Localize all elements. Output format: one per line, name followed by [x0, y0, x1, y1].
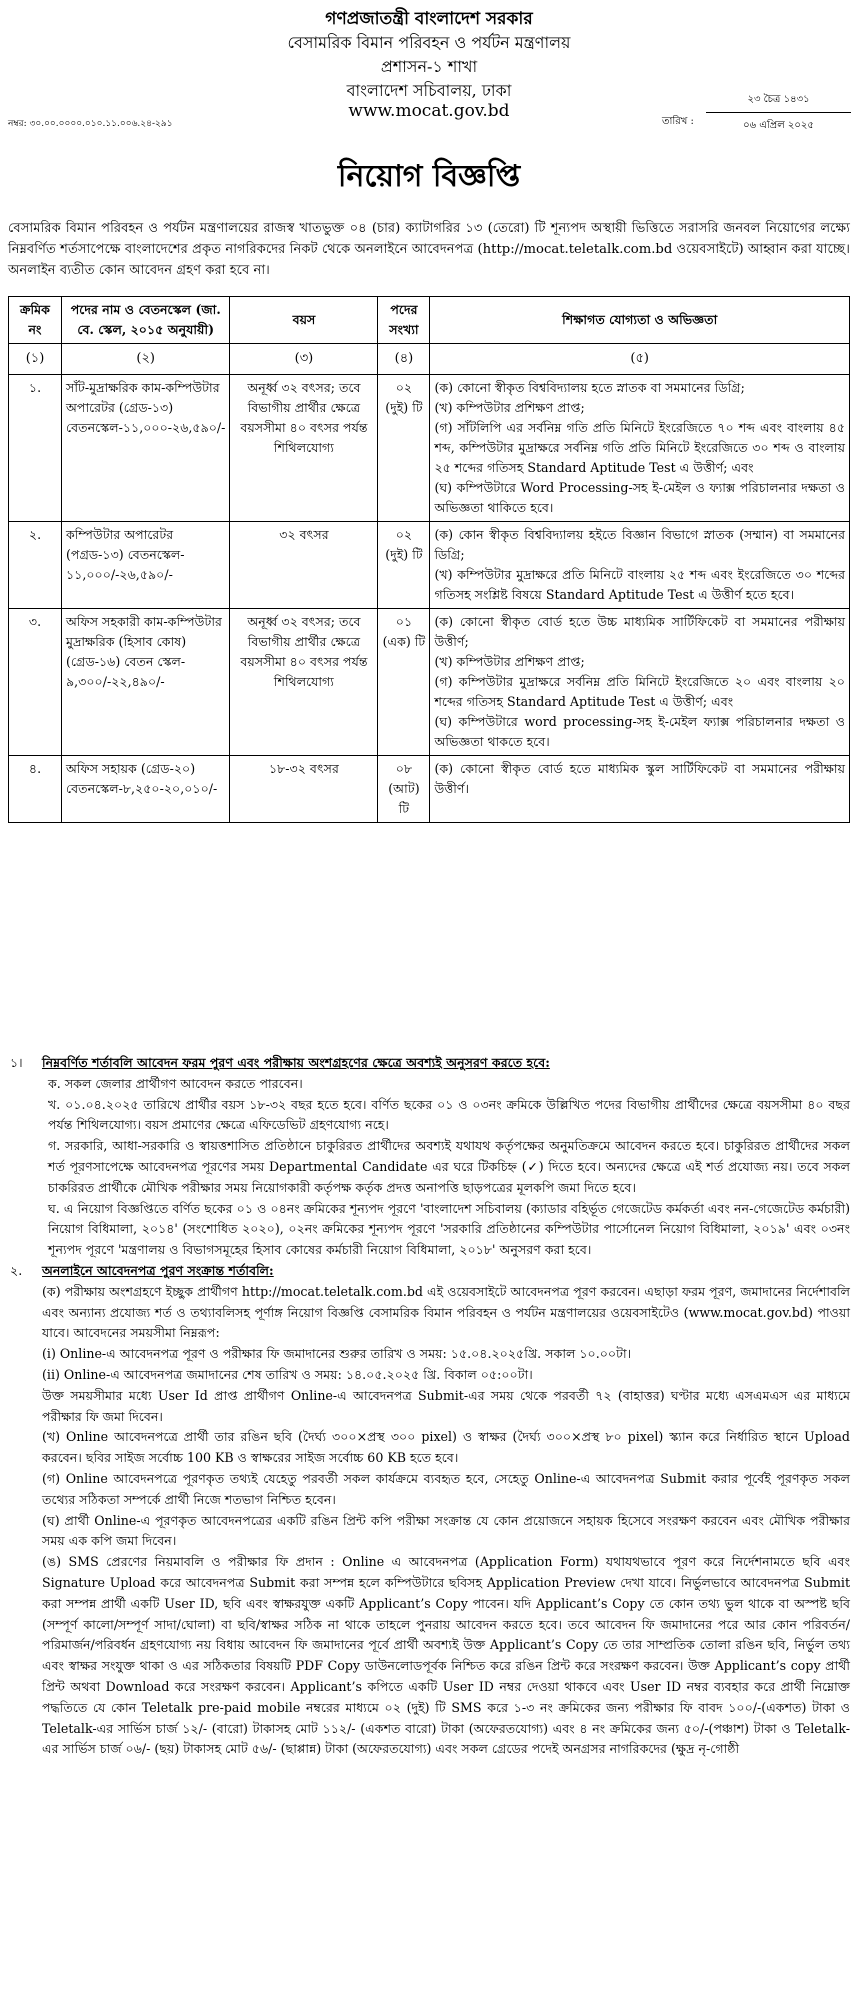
qualification-item: (গ) কম্পিউটার মুদ্রাক্ষরে সর্বনিম্ন প্রতি মিনিটে ইংরেজিতে ২০ এবং বাংলায় ২০ শব্দের গতিসহ Standard Aptitude Test এ উত্তীর্ণ; এবং [434, 674, 845, 709]
cell-age: অনূর্ধ্ব ৩২ বৎসর; তবে বিভাগীয় প্রার্থীর ক্ষেত্রে বয়সসীমা ৪০ বৎসর পর্যন্ত শিথিলযোগ্য [230, 375, 378, 522]
col-header-post: পদের নাম ও বেতনস্কেল (জা. বে. স্কেল, ২০১৫ অনুযায়ী) [62, 297, 230, 344]
col-number: (৪) [378, 344, 430, 375]
cell-count: ০১ (এক) টি [378, 609, 430, 756]
section-heading: অনলাইনে আবেদনপত্র পুরণ সংক্রান্ত শর্তাবলি: [42, 1262, 274, 1278]
condition-paragraph: (ক) পরীক্ষায় অংশগ্রহণে ইচ্ছুক প্রার্থীগণ http://mocat.teletalk.com.bd এই ওয়েবসাইটে আবেদনপত্র পূরণ করবেন। এছাড়া ফরম পূরণ, জমাদানের নির্দেশাবলি এবং অন্যান্য প্রযোজ্য শর্ত ও তথ্যাবলিসহ পূর্ণাঙ্গ নিয়োগ বিজ্ঞপ্তি বেসামরিক বিমান পরিবহন ও পর্যটন মন্ত্রণালয়ের ওয়েবসাইটেও (www.mocat.gov.bd) পাওয়া যাবে। আবেদনের সময়সীমা নিম্নরূপ: [42, 1283, 850, 1341]
cell-post: অফিস সহকারী কাম-কম্পিউটার মুদ্রাক্ষরিক (হিসাব কোষ) (গ্রেড-১৬) বেতন স্কেল- ৯,৩০০/-২২,৪৯০/- [62, 609, 230, 756]
date-block [662, 92, 851, 135]
cell-post: সাঁট-মুদ্রাক্ষরিক কাম-কম্পিউটার অপারেটর (গ্রেড-১৩) বেতনস্কেল-১১,০০০-২৬,৫৯০/- [62, 375, 230, 522]
cell-qualification [430, 756, 850, 823]
qualification-item: (ক) কোন স্বীকৃত বিশ্ববিদ্যালয় হইতে বিজ্ঞান বিভাগে স্নাতক (সম্মান) বা সমমানের ডিগ্রি; [434, 527, 845, 562]
col-header-qualification: শিক্ষাগত যোগ্যতা ও অভিজ্ঞতা [430, 297, 850, 344]
ministry-name: বেসামরিক বিমান পরিবহন ও পর্যটন মন্ত্রণালয় [287, 33, 571, 52]
cell-qualification [430, 609, 850, 756]
secretariat-name: বাংলাদেশ সচিবালয়, ঢাকা [346, 81, 512, 100]
col-number: (৩) [230, 344, 378, 375]
condition-paragraph: (ঙ) SMS প্রেরণের নিয়মাবলি ও পরীক্ষার ফি প্রদান : Online এ আবেদনপত্র (Application Form) যথাযথভাবে পূরণ করে নির্দেশনামতে ছবি এবং Signature Upload করে আবেদনপত্র Submit করা সম্পন্ন হলে কম্পিউটারে ছবিসহ Application Preview দেখা যাবে। নির্ভুলভাবে আবেদনপত্র Submit করা সম্পন্ন প্রার্থী একটি User ID, ছবি এবং স্বাক্ষরযুক্ত একটি Applicant’s Copy পাবেন। যদি Applicant’s Copy তে কোন তথ্য ভুল থাকে বা অস্পষ্ট ছবি (সম্পূর্ণ কালো/সম্পূর্ণ সাদা/ঘোলা) বা ছবি/স্বাক্ষর সঠিক না থাকে তাহলে পুনরায় আবেদন করতে হবে। তবে আবেদন ফি জমাদানের পরে আর কোন পরিবর্তন/পরিমার্জন/পরিবর্ধন গ্রহণযোগ্য নয় বিধায় আবেদন ফি জমাদানের পূর্বে প্রার্থী অবশ্যই উক্ত Applicant’s Copy তে তার সাম্প্রতিক তোলা রঙিন ছবি, নির্ভুল তথ্য এবং স্বাক্ষর সংযুক্ত থাকা ও এর সঠিকতার বিষয়টি PDF Copy ডাউনলোডপূর্বক নিশ্চিত করে রঙিন প্রিন্ট করে সংরক্ষণ করবেন। উক্ত Applicant’s copy প্রার্থী প্রিন্ট অথবা Download করে সংরক্ষণ করবেন। Applicant’s কপিতে একটি User ID নম্বর দেওয়া থাকবে এবং User ID নম্বর ব্যবহার করে প্রার্থী নিম্নোক্ত পদ্ধতিতে যে কোন Teletalk pre-paid mobile নম্বরের মাধ্যমে ০২ (দুই) টি SMS করে ১-৩ নং ক্রমিকের জন্য পরীক্ষার ফি বাবদ ১০০/-(একশত) টাকা ও Teletalk-এর সার্ভিস চার্জ ১২/- (বারো) টাকাসহ মোট ১১২/- (একশত বারো) টাকা (অফেরতযোগ্য) এবং ৪ নং ক্রমিকের জন্য ৫০/-(পঞ্চাশ) টাকা ও Teletalk-এর সার্ভিস চার্জ ০৬/- (ছয়) টাকাসহ মোট ৫৬/- (ছাপ্পান্ন) টাকা (অফেরতযোগ্য) এবং সকল গ্রেডের পদেই অনগ্রসর নাগরিকদের (ক্ষুদ্র নৃ-গোষ্ঠী [42, 1554, 850, 1757]
cell-qualification [430, 375, 850, 522]
website-link[interactable]: www.mocat.gov.bd [348, 101, 510, 121]
qualification-item: (ঘ) কম্পিউটারে Word Processing-সহ ই-মেইল ও ফ্যাক্স পরিচালনার দক্ষতা ও অভিজ্ঞতা থাকিতে হবে। [434, 480, 845, 515]
general-conditions [8, 1053, 850, 1261]
qualification-item: (ক) কোনো স্বীকৃত বোর্ড হতে মাধ্যমিক স্কুল সার্টিফিকেট বা সমমানের পরীক্ষায় উত্তীর্ণ। [434, 761, 845, 796]
table-row [9, 756, 850, 823]
col-header-count: পদের সংখ্যা [378, 297, 430, 344]
date-bangla: ২৩ চৈত্র ১৪৩১ [706, 92, 851, 113]
cell-sl: ১. [9, 375, 62, 522]
col-number: (১) [9, 344, 62, 375]
qualification-item: (খ) কম্পিউটার মুদ্রাক্ষরে প্রতি মিনিটে বাংলায় ২৫ শব্দ এবং ইংরেজিতে ৩০ শব্দের গতিসহ সংশ্লিষ্ট বিষয়ে Standard Aptitude Test এ উত্তীর্ণ হতে হবে। [434, 567, 845, 602]
cell-count: ০২ (দুই) টি [378, 375, 430, 522]
section-name: প্রশাসন-১ শাখা [380, 57, 478, 76]
date-label: তারিখ : [662, 116, 694, 127]
section-number: ১। [10, 1055, 23, 1070]
column-number-row [9, 344, 850, 375]
table-row [9, 609, 850, 756]
intro-paragraph: বেসামরিক বিমান পরিবহন ও পর্যটন মন্ত্রণালয়ের রাজস্ব খাতভুক্ত ০৪ (চার) ক্যাটাগরির ১৩ (তেরো) টি শূন্যপদ অস্থায়ী ভিত্তিতে সরাসরি জনবল নিয়োগের লক্ষ্যে নিম্নবর্ণিত শর্তসাপেক্ষে বাংলাদেশের প্রকৃত নাগরিকদের নিকট থেকে অনলাইনে আবেদনপত্র (http://mocat.teletalk.com.bd ওয়েবসাইটে) আহ্বান করা যাচ্ছে। অনলাইন ব্যতীত কোন আবেদন গ্রহণ করা হবে না। [8, 221, 850, 278]
cell-sl: ৩. [9, 609, 62, 756]
section-heading: নিম্নবর্ণিত শর্তাবলি আবেদন ফরম পুরণ এবং পরীক্ষায় অংশগ্রহণের ক্ষেত্রে অবশ্যই অনুসরণ করতে হবে: [42, 1055, 550, 1070]
cell-qualification [430, 522, 850, 609]
col-number: (২) [62, 344, 230, 375]
condition-paragraph: (খ) Online আবেদনপত্রে প্রার্থী তার রঙিন ছবি (দৈর্ঘ্য ৩০০×প্রস্থ ৩০০ pixel) ও স্বাক্ষর (দৈর্ঘ্য ৩০০×প্রস্থ ৮০ pixel) স্ক্যান করে নির্ধারিত স্থানে Upload করবেন। ছবির সাইজ সর্বোচ্চ 100 KB ও স্বাক্ষরের সাইজ সর্বোচ্চ 60 KB হতে হবে। [42, 1429, 850, 1466]
condition-paragraph: গ. সরকারি, আধা-সরকারি ও স্বায়ত্তশাসিত প্রতিষ্ঠানে চাকুরিরত প্রার্থীদের অবশ্যই যথাযথ কর্তৃপক্ষের অনুমতিক্রমে আবেদন করতে হবে। চাকুরিরত প্রার্থীদের সকল শর্ত পূরণসাপেক্ষে আবেদনপত্র পূরণের সময় Departmental Candidate এর ঘরে টিকচিহ্ন (✓) দিতে হবে। অন্যদের ক্ষেত্রে এই শর্ত প্রযোজ্য নয়। তবে সকল চাকরিরত প্রার্থীকে মৌখিক পরীক্ষার সময় নিয়োগকারী কর্তৃপক্ষ কর্তৃক প্রদত্ত অনাপত্তি ছাড়পত্রের মূলকপি জমা দিতে হবে। [48, 1138, 850, 1195]
cell-sl: ৪. [9, 756, 62, 823]
qualification-item: (ক) কোনো স্বীকৃত বিশ্ববিদ্যালয় হতে স্নাতক বা সমমানের ডিগ্রি; [434, 380, 745, 395]
qualification-item: (খ) কম্পিউটার প্রশিক্ষণ প্রাপ্ত; [434, 654, 585, 669]
memo-number: নম্বর: ৩০.০০.০০০০.০১০.১১.০০৬.২৪-২৯১ [8, 119, 173, 129]
online-application-conditions [8, 1261, 850, 1760]
condition-paragraph: (ii) Online-এ আবেদনপত্র জমাদানের শেষ তারিখ ও সময়: ১৪.০৫.২০২৫ খ্রি. বিকাল ০৫:০০টা। [42, 1366, 533, 1382]
table-header-row [9, 297, 850, 344]
table-row [9, 375, 850, 522]
date-english: ০৬ এপ্রিল ২০২৫ [743, 120, 814, 131]
govt-name: গণপ্রজাতন্ত্রী বাংলাদেশ সরকার [325, 9, 533, 29]
qualification-item: (ঘ) কম্পিউটারে word processing-সহ ই-মেইল ফ্যাক্স পরিচালনার দক্ষতা ও অভিজ্ঞতা থাকতে হবে। [434, 714, 845, 749]
cell-post: কম্পিউটার অপারেটর (পগ্রড-১৩) বেতনস্কেল- ১১,০০০/-২৬,৫৯০/- [62, 522, 230, 609]
condition-paragraph: ঘ. এ নিয়োগ বিজ্ঞপ্তিতে বর্ণিত ছকের ০১ ও ০৪নং ক্রমিকের শূন্যপদ পূরণে 'বাংলাদেশ সচিবালয় (ক্যাডার বহির্ভূত গেজেটেড কর্মকর্তা এবং নন-গেজেটেড কর্মচারী) নিয়োগ বিধিমালা, ২০১৪' (সংশোধিত ২০২০), ০২নং ক্রমিকের শূন্যপদ পূরণে 'সরকারি প্রতিষ্ঠানের কম্পিউটার পার্সোনেল নিয়োগ বিধিমালা, ২০১৯' এবং ০৩নং শূন্যপদ পূরণে 'মন্ত্রণালয় ও বিভাগসমূহের হিসাব কোষের কর্মচারী নিয়োগ বিধিমালা, ২০১৮' অনুসরণ করা হবে। [48, 1200, 850, 1258]
cell-sl: ২. [9, 522, 62, 609]
cell-age: ৩২ বৎসর [230, 522, 378, 609]
cell-post: অফিস সহায়ক (গ্রেড-২০) বেতনস্কেল-৮,২৫০-২০,০১০/- [62, 756, 230, 823]
condition-paragraph: (ঘ) প্রার্থী Online-এ পূরণকৃত আবেদনপত্রের একটি রঙিন প্রিন্ট কপি পরীক্ষা সংক্রান্ত যে কোন প্রয়োজনে সহায়ক হিসেবে সংরক্ষণ করবেন এবং মৌখিক পরীক্ষার সময় এক কপি জমা দিবেন। [42, 1512, 850, 1549]
condition-paragraph: (গ) Online আবেদনপত্রে পূরণকৃত তথ্যই যেহেতু পরবর্তী সকল কার্যক্রমে ব্যবহৃত হবে, সেহেতু Online-এ আবেদনপত্র Submit করার পূর্বেই পূরণকৃত সকল তথ্যের সঠিকতা সম্পর্কে প্রার্থী নিজে শতভাগ নিশ্চিত হবেন। [42, 1470, 850, 1507]
condition-paragraph: (i) Online-এ আবেদনপত্র পূরণ ও পরীক্ষার ফি জমাদানের শুরুর তারিখ ও সময়: ১৫.০৪.২০২৫খ্রি. সকাল ১০.০০টা। [42, 1346, 632, 1362]
cell-age: ১৮-৩২ বৎসর [230, 756, 378, 823]
qualification-item: (গ) সাঁটলিপি এর সর্বনিম্ন গতি প্রতি মিনিটে ইংরেজিতে ৭০ শব্দ এবং বাংলায় ৪৫ শব্দ, কম্পিউটার মুদ্রাক্ষরে সর্বনিম্ন গতি প্রতি মিনিটে ইংরেজিতে ৩০ শব্দ ও বাংলায় ২৫ শব্দের গতিসহ Standard Aptitude Test এ উত্তীর্ণ; এবং [434, 420, 845, 475]
col-number: (৫) [430, 344, 850, 375]
col-header-sl: ক্রমিক নং [9, 297, 62, 344]
vacancy-table [8, 296, 850, 823]
qualification-item: (খ) কম্পিউটার প্রশিক্ষণ প্রাপ্ত; [434, 400, 585, 415]
cell-count: ০২ (দুই) টি [378, 522, 430, 609]
page-title: নিয়োগ বিজ্ঞপ্তি [337, 159, 521, 194]
cell-age: অনূর্ধ্ব ৩২ বৎসর; তবে বিভাগীয় প্রার্থীর ক্ষেত্রে বয়সসীমা ৪০ বৎসর পর্যন্ত শিথিলযোগ্য [230, 609, 378, 756]
table-row [9, 522, 850, 609]
section-number: ২. [10, 1262, 23, 1278]
cell-count: ০৮ (আট) টি [378, 756, 430, 823]
condition-paragraph: উক্ত সময়সীমার মধ্যে User Id প্রাপ্ত প্রার্থীগণ Online-এ আবেদনপত্র Submit-এর সময় থেকে পরবর্তী ৭২ (বাহাত্তর) ঘণ্টার মধ্যে এসএমএস এর মাধ্যমে পরীক্ষার ফি জমা দিবেন। [42, 1387, 850, 1424]
qualification-item: (ক) কোনো স্বীকৃত বোর্ড হতে উচ্চ মাধ্যমিক সার্টিফিকেট বা সমমানের পরীক্ষায় উত্তীর্ণ; [434, 614, 845, 649]
condition-paragraph: ক. সকল জেলার প্রার্থীগণ আবেদন করতে পারবেন। [48, 1075, 303, 1091]
condition-paragraph: খ. ০১.০৪.২০২৫ তারিখে প্রার্থীর বয়স ১৮-৩২ বছর হতে হবে। বর্ণিত ছকের ০১ ও ০৩নং ক্রমিকে উল্লিখিত পদের বিভাগীয় প্রার্থীদের ক্ষেত্রে বয়সসীমা ৪০ বছর পর্যন্ত শিথিলযোগ্য। বয়স প্রমাণের ক্ষেত্রে এফিডেভিট গ্রহণযোগ্য নহে। [48, 1096, 850, 1133]
conditions-section [8, 1053, 850, 1760]
col-header-age: বয়স [230, 297, 378, 344]
